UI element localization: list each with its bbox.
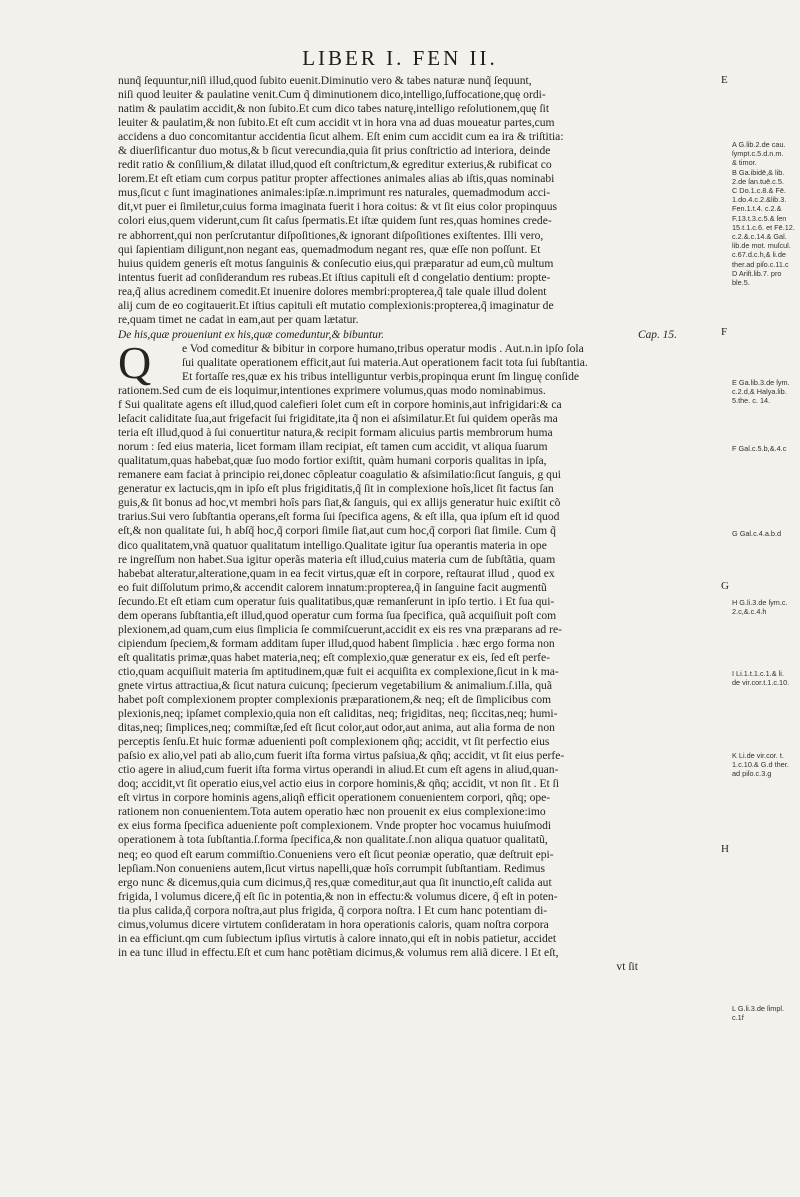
text-line: natim & paulatim accidit,& non ſubito.Et cum dico tabes naturę,intelligo reſolutionem,quę ſit (118, 102, 550, 116)
margin-letter-e: E (721, 74, 728, 86)
margin-note-f (732, 444, 798, 453)
text-line: dit,vt puer ei ſimiletur,cuius forma imaginata fuerit i hora coitus: & vt ſit eius color propinquus (118, 200, 558, 214)
margin-note-line: K Li.de vir.cor. t. (732, 751, 784, 760)
text-line: rationem.Sed cum de eis loquimur,intentiones exprimere volumus,quas modo nominabimus. (118, 383, 546, 397)
text-line: frigida, l volumus dicere,q̃ eſt ſic in potentia,& non in effectu:& volumus dicere, q̃ eſt in poten- (118, 889, 558, 903)
margin-note-line: D Ariſt.lib.7. pro (732, 268, 782, 278)
margin-note-h (732, 598, 798, 616)
text-line: re,quam timet ne cadat in eam,aut per quam lætatur. (118, 312, 359, 326)
text-line: eſt qualitatis primæ,quas habet materia,neq; eſt complexio,quæ generatur ex eis, ſed eſt perfe- (118, 650, 551, 664)
margin-note-k (732, 751, 798, 779)
margin-note-g (732, 529, 798, 538)
text-line: leuiter & paulatim,& non ſubito.Et eſt cum accidit vt in hora vna ad duas moueatur partes,cum (118, 116, 555, 130)
margin-note-line: c.1f (732, 1013, 744, 1023)
text-line: eſt,& non qualitate ſui, h abſq̃ hoc,q̃ corpori ſimile ſiat,aut cum hoc,q̃ corpori ſiat ſimile. Cum q̃ (118, 524, 556, 538)
text-line: ſecundo.Et eſt etiam cum operatur ſuis qualitatibus,quæ remanſerunt in ipſo tertio. i Et ſua qui- (118, 594, 555, 608)
text-line: perceptis ſenſu.Et huic formæ aduenienti poſt complexionem qñq; accidit, vt ſit perfectio eius (118, 735, 550, 749)
text-line: guis,& ſit bonus ad hoc,vt membri hoîs pars ſiat,& ſanguis, qui ex allijs generatur huic exiſtit cõ (118, 496, 561, 510)
margin-note-line: I Li.1.t.1.c.1.& li. (732, 669, 784, 678)
margin-note-line: E Ga.lib.3.de ſym. (732, 378, 790, 387)
margin-note-line: ad piſo.c.3.g (732, 769, 772, 779)
margin-notes-a-d (732, 140, 798, 287)
margin-note-line: & timor. (732, 158, 757, 168)
text-line: niſi quod leuiter & paulatine venit.Cum q̃ diminutionem dico,intelligo,ſuffocatione,quę ordi- (118, 88, 546, 102)
margin-letter-h: H (721, 843, 729, 855)
margin-note-line: F.13.t.3.c.5.& ſen (732, 213, 787, 223)
margin-note-i (732, 669, 798, 687)
text-line: & diuerſificantur duo motus,& b ſicut verecundia,quia ſit prius conſtrictio ad interiora, deinde (118, 144, 551, 158)
margin-note-line: c.67.d.c.h,& li.de (732, 250, 786, 260)
margin-note-line: c.2.&.c.14.& Gal. (732, 232, 787, 242)
text-line: Et fortaſſe res,quæ ex his tribus intelliguntur verbis,propinqua erunt ſm linguę conſide (182, 369, 580, 383)
margin-note-l (732, 1004, 798, 1022)
margin-note-line: ſympt.c.5.d.n.m. (732, 149, 784, 159)
margin-note-line: C Do.1.c.8.& Fē. (732, 186, 786, 196)
text-line: eſt virtus in corpore hominis agens,aliqñ efficit operationem conuenientem corpori, qñq; ope- (118, 791, 551, 805)
text-line: trarius.Sui vero ſubſtantia operans,eſt forma ſui ſpecifica agens, & eſt illa, qua ipſum eſt id quod (118, 510, 560, 524)
text-line: re ingreſſum non habet.Sua igitur operãs materia eſt illud,cuius materia cum de ſubſtãtia, quam (118, 552, 556, 566)
chapter-number: Cap. 15. (638, 328, 677, 341)
text-line: cipiendum ſpeciem,& formam additam ſuper illud,quod habent ſimplicia . hæc ergo forma non (118, 636, 555, 650)
text-line: lepſiam.Non conueniens autem,ſicut virtus napelli,quæ hoîs corrumpit ſubſtantiam. Redimus (118, 861, 545, 875)
text-line: cimus,volumus dicere virtutem conſideratam in hora operationis caloris, quam noſtra corpora (118, 917, 549, 931)
text-line: alij cum de eo cogitauerit.Et iſtius capituli eſt mutatio complexionis:propterea,q̃ imaginatur de (118, 298, 554, 312)
text-line: redit ratio & conſilium,& dilatat illud,quod eſt conſtrictum,& egreditur exterius,& rubificat co (118, 158, 552, 172)
text-line: doq; accidit,vt ſit operatio eius,vel actio eius in corpore hominis,& qñq; accidit, vt non ſit . Et ſi (118, 777, 560, 791)
text-line: leſacit caliditate ſua,aut frigefacit ſui frigiditate,ita q̃ non ei aſsimilatur.Et ſui quidem operãs ma (118, 412, 558, 426)
text-line: f Sui qualitate agens eſt illud,quod calefieri ſolet cum eſt in corpore hominis,aut infrigidari:& ca (118, 398, 562, 412)
text-line: ergo nunc & dicemus,quia cum dicimus,q̃ res,quæ comeditur,aut qua ſit inunctio,eſt calida aut (118, 875, 552, 889)
text-line: habebat alteratur,alteratione,quam in ea fecit virtus,quæ eſt in corpore, reſtaurat illud , quod ex (118, 566, 555, 580)
paragraph-block-2 (118, 336, 718, 960)
drop-cap-initial: Q (118, 336, 152, 388)
text-line: huius quidem generis eſt motus ſanguinis & conſecutio eius,qui præparatur ad eum,cũ multum (118, 256, 554, 270)
text-line: dem operans ſubſtantia,eſt illud,quod operatur cum forma ſua ſpecifica, quã acquiſiuit poſt com (118, 608, 557, 622)
text-line: ditas,neq; ſimplices,neq; commiſtæ,ſed eſt ſicut color,aut odor,aut anima, aut alia forma de non (118, 721, 555, 735)
text-line: qui ſapientiam diligunt,non negant eas, quemadmodum negant res, quæ eſſe non poſſunt. Et (118, 242, 541, 256)
text-line: neq; eo quod eſt earum commiſtio.Conueniens vero eſt ſicut peoniæ operatio, quæ deſtruit epi- (118, 847, 554, 861)
text-line: rationem non conuenientem.Tota autem operatio hæc non prouenit ex eius complexione:imo (118, 805, 546, 819)
margin-note-line: Fen.1.t.4. c.2.& (732, 204, 782, 214)
text-line: lorem.Et eſt etiam cum corpus patitur propter affectiones animales alias ab iſtis,quas nominabi (118, 172, 555, 186)
margin-note-line: ther.ad piſo.c.11.c (732, 259, 789, 269)
margin-note-line: ble.5. (732, 278, 750, 288)
text-line: mus,ſicut c ſunt imaginationes animales:ipſæ.n.imprimunt res naturales, quemadmodum acci- (118, 186, 551, 200)
text-line: eo fuit diſſolutum primo,& accendit calorem innatum:propterea,q̃ in ſanguine facit augmentũ (118, 580, 547, 594)
text-line: intentus fuerit ad conſiderandum res rubeas.Et iſtius capituli eſt d congelatio dentium: propte- (118, 270, 551, 284)
text-line: tia plus calida,q̃ corpora noſtra,aut plus frigida, q̃ corpora noſtra. l Et cum hanc potentiam di- (118, 903, 548, 917)
text-line: in ea efficiunt.qm cum ſubiectum ipſius virtutis à calore innato,qui eſt in nobis patietur, accidet (118, 931, 557, 945)
text-line: ſui qualitate operationem efficit,aut ſui materia.Aut operationem facit tota ſui ſubſtantia. (182, 355, 588, 369)
text-line: plexionem,ad quam,cum eius ſimplicia ſe commiſcuerunt,accidit ex eis res vna præparans ad re- (118, 622, 562, 636)
margin-letter-g: G (721, 580, 729, 592)
margin-note-e (732, 378, 798, 406)
text-line: colori eius,quem viderunt,cum ſit caſus ſpermatis.Et iſtæ quidem ſunt res,quas homines crede- (118, 214, 552, 228)
text-line: dico qualitatem,vnã quatuor qualitatum intelligo.Qualitate igitur ſua operantis materia in ope (118, 538, 547, 552)
catchword: vt ſit (616, 959, 638, 973)
margin-note-line: 15.t.1.c.6. et Fē.12. (732, 222, 795, 232)
paragraph-block-1 (118, 74, 718, 327)
text-line: in ea tunc illud in effectu.Eſt et cum hanc potẽtiam dicimus,& volumus rem aliã dicere. l Et eſt, (118, 945, 559, 959)
margin-note-line: 1.do.4.c.2.&lib.3. (732, 195, 787, 205)
text-line: operationem à tota ſubſtantia.ſ.forma ſpecifica,& non qualitate.ſ.non aliqua quatuor qualitatũ, (118, 833, 548, 847)
text-line: plexionis,neq; ipſamet complexio,quia non eſt caliditas, neq; frigiditas, neq; ſiccitas,neq; humi- (118, 707, 558, 721)
text-line: ctio agere in aliud,cum fuerit iſta forma virtus operandi in aliud.Et cum eſt agens in aliud,quan- (118, 763, 559, 777)
text-line: remanere eam faciat à principio rei,donec côpleatur coagulatio & aſsimilatio:ſicut ſanguis, g qui (118, 468, 561, 482)
margin-note-line: 1.c.10.& G.d ther. (732, 760, 789, 770)
text-line: gnete virtus attractiua,& ſicut natura cuicunq; ſpecierum vegetabilium & animalium.ſ.illa, quã (118, 678, 552, 692)
text-line: qualitatum,quas habebat,quæ ſuo modo fortior exiſtit, quàm humani corporis qualitas in ipſa, (118, 454, 547, 468)
margin-note-line: B Ga.ibidē,& lib. (732, 167, 785, 177)
margin-note-line: L G.li.3.de ſimpl. (732, 1004, 785, 1013)
margin-note-line: de vir.cor.t.1.c.10. (732, 678, 790, 688)
text-line: re abhorrent,qui non perſcrutantur diſpoſitiones,& ignorant diſpoſitiones exiſtentes. Illi vero, (118, 228, 544, 242)
chapter-title: De his,quæ proueniunt ex his,quæ comeduntur,& bibuntur. (118, 328, 384, 341)
running-head: LIBER I. FEN II. (302, 46, 498, 70)
margin-note-line: 5.the. c. 14. (732, 396, 771, 406)
main-text-column (118, 74, 718, 974)
margin-note-line: G Gal.c.4.a.b.d (732, 529, 782, 538)
chapter-heading (118, 328, 718, 342)
margin-letter-f: F (721, 326, 728, 338)
margin-note-line: 2.de ſan.tuē.c.5. (732, 176, 784, 186)
text-line: norum : ſed eius materia, licet formam illam recipiat, eſt tamen cum accidit, vt aliqua ſuarum (118, 440, 548, 454)
text-line: rea,q̃ alius acredinem comedit.Et inuenire dolores membri:propterea,q̃ tale quale illud dolent (118, 284, 547, 298)
text-line: habet poſt complexionem propter complexionis præparationem,& neq; eſt de ſimplicibus com (118, 693, 552, 707)
margin-note-line: F Gal.c.5.b,&.4.c (732, 444, 787, 453)
margin-note-line: H G.li.3.de ſym.c. (732, 598, 788, 607)
text-line: generatur ex lactucis,qm in ipſo eſt plus frigiditatis,q̃ ſit in complexione hoîs,licet ſit factus ſan (118, 482, 554, 496)
margin-note-line: lib.de mot. muſcul. (732, 241, 791, 251)
text-line: ex eius forma ſpecifica adueniente poſt complexionem. Vnde propter hoc vocamus huiuſmodi (118, 819, 552, 833)
text-line: paſsio ex alio,vel pati ab alio,cum fuerit iſta forma virtus paſsiua,& qñq; accidit, vt ſit eius perfe- (118, 749, 565, 763)
text-line: ctio,quam acquiſiuit materia ſm aptitudinem,quæ fuit ei acquiſita ex complexione,ſicut in k ma- (118, 664, 559, 678)
margin-note-line: c.2.d,& Halya.lib. (732, 387, 787, 397)
text-line: nunq̃ ſequuntur,niſi illud,quod ſubito euenit.Diminutio vero & tabes naturæ nunq̃ ſequunt, (118, 74, 532, 87)
text-line: e Vod comeditur & bibitur in corpore humano,tribus operatur modis . Aut.n.in ipſo ſola (182, 341, 584, 355)
text-line: accidens a duo concomitantur accidentia ſicut alhem. Eſt enim cum accidit cum ea ira & triſtitia: (118, 130, 564, 144)
text-line: teria eſt illud,quod à ſui conuertitur natura,& recipit formam alicuius partis membrorum huma (118, 426, 553, 440)
margin-note-line: 2.c,&.c.4.h (732, 607, 767, 617)
margin-note-line: A G.lib.2.de cau. (732, 140, 786, 149)
